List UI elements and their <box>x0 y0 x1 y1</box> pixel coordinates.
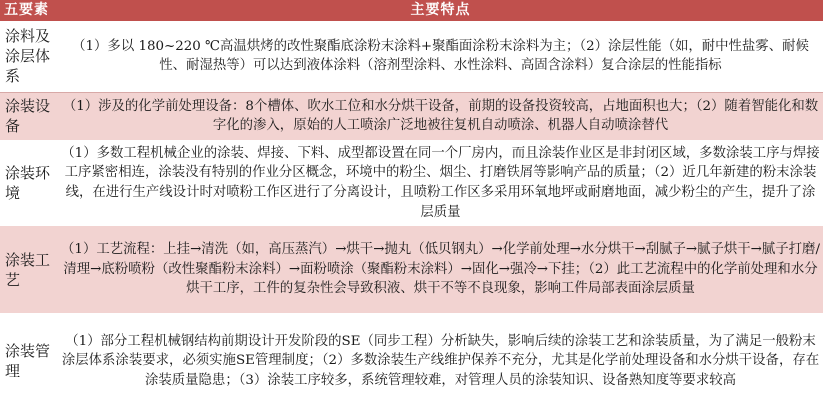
row-text: （1）多以 180~220 ℃高温烘烤的改性聚酯底涂粉末涂料+聚酯面涂粉末涂料为主；（2）涂层性能（如，耐中性盐雾、耐候性、耐湿热等）可以达到液体涂料（溶剂型涂料、水性涂料、高固含涂料）复合涂层的性能指标 <box>72 38 809 74</box>
table-row <box>0 140 823 226</box>
row-text: （1）多数工程机械企业的涂装、焊接、下料、成型都设置在同一个厂房内，而且涂装作业区是非封闭区域，多数涂装工序与焊接工序紧密相连，涂装没有特别的作业分区概念，环境中的粉尘、烟尘、打磨铁屑等影响产品的质量；（2）近几年新建的粉末涂装线，在进行生产线设计时对喷粉工作区进行了分离设计，且喷粉工作区多采用环氧地坪或耐磨地面，减少粉尘的产生，提升了涂层质量 <box>61 145 820 220</box>
row-key: 涂装管理 <box>5 342 51 380</box>
row-text: （1）涉及的化学前处理设备：8个槽体、吹水工位和水分烘干设备，前期的设备投资较高，占地面积也大；（2）随着智能化和数字化的渗入，原始的人工喷涂广泛地被往复机自动喷涂、机器人自动喷涂替代 <box>62 98 819 134</box>
table-row <box>0 226 823 313</box>
header-elements: 五要素 <box>4 1 49 18</box>
row-key: 涂装工艺 <box>5 250 51 289</box>
table-header <box>0 0 823 21</box>
header-features: 主要特点 <box>410 1 471 18</box>
row-key: 涂装环境 <box>5 164 51 202</box>
table-row <box>0 21 823 92</box>
row-text: （1）工艺流程：上挂→清洗（如，高压蒸汽）→烘干→抛丸（低贝钢丸）→化学前处理→水分烘干→刮腻子→腻子烘干→腻子打磨/清理→底粉喷粉（改性聚酯粉末涂料）→面粉喷涂（聚酯粉末涂料）→固化→强冷→下挂；（2）此工艺流程中的化学前处理和水分烘干工序，工件的复杂性会导致积液、烘干不等不良现象，影响工件局部表面涂层质量 <box>61 242 820 297</box>
table-row <box>0 92 823 140</box>
row-key: 涂料及涂层体系 <box>5 27 51 86</box>
table-row <box>0 313 823 409</box>
row-text: （1）部分工程机械钢结构前期设计开发阶段的SE（同步工程）分析缺失，影响后续的涂装工艺和涂装质量，为了满足一般粉末涂层体系涂装要求，必须实施SE管理制度；（2）多数涂装生产线维护保养不充分，尤其是化学前处理设备和水分烘干设备，存在涂装质量隐患；（3）涂装工序较多，系统管理较难，对管理人员的涂装知识、设备熟知度等要求较高 <box>61 333 820 388</box>
row-key: 涂装设备 <box>5 97 51 136</box>
